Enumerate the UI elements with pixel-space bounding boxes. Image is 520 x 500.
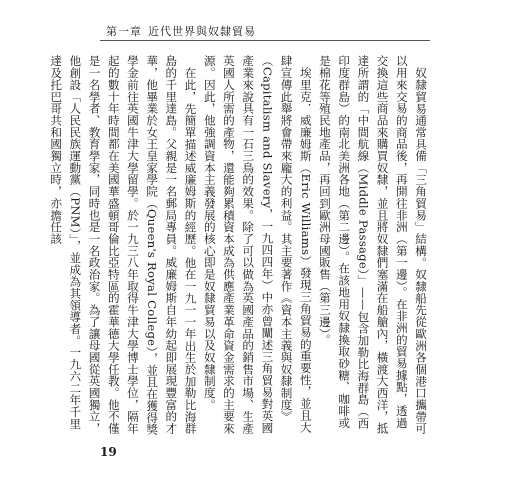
running-header bbox=[100, 22, 430, 41]
body-text bbox=[49, 55, 430, 440]
chapter-label: 第一章 bbox=[106, 25, 142, 38]
paragraph-triangular-trade: 奴隸貿易通常具備「三角貿易」結構。奴隸船先從歐洲各個港口攜帶可以用來交易的商品後，再開往非洲（第一邊）。在非洲的貿易據點，透過交換這些商品來購買奴隸，並且將奴隸們塞滿在船艙內，橫渡大西洋，抵達所謂的「中間航線（Middle Passage）」——包含加勒比海群島（西印度群島）的南北美洲各地（第二邊）。在該地用奴隸換取砂糖、咖啡或是棉花等殖民地產品，再回到歐洲母國販售（第三邊）。 bbox=[317, 55, 428, 435]
paragraph-williams-thesis: 埃里克．威廉姆斯（Eric Williams）發現三角貿易的重要性，並且大肆宣傳此舉將會帶來龐大的利益。其主要著作《資本主義與奴隸制度》（Capitalism and Slavery，一九四四年）中亦曾闡述三角貿易對英國產業來說具有一石三鳥的效果。除了可以做為英國產品的銷售市場、生產英國人所需的產物，還能夠累積資本成為供應產業革命資金需求的主要來源。因此，他強調資本主義發展的核心即是奴隸貿易以及奴隸制度。 bbox=[202, 55, 313, 435]
paragraph-williams-biography: 在此，先簡單描述威廉姆斯的經歷。他在一九一一年出生於加勒比海群島的千里達島。父親是一名郵局專員。威廉姆斯自年幼起即展現豐富的才華，他畢業於女王皇家學院（Queen's Royal College），並且在獲得獎學金前往英國牛津大學留學。於一九三八年取得牛津大學博士學位，隔年起的數十年時間都在美國華盛頓哥倫比亞特區的霍華德大學任教。他不僅是一名學者、教育學家，同時也是一名政治家。為了讓母國從英國獨立，他創設「人民民族運動黨（PNM）」，並成為其領導者。一九六二年千里達及托巴哥共和國獨立時，亦擔任該 bbox=[49, 55, 198, 436]
page-number: 19 bbox=[100, 445, 117, 459]
chapter-title: 近代世界與奴隸貿易 bbox=[148, 25, 256, 38]
